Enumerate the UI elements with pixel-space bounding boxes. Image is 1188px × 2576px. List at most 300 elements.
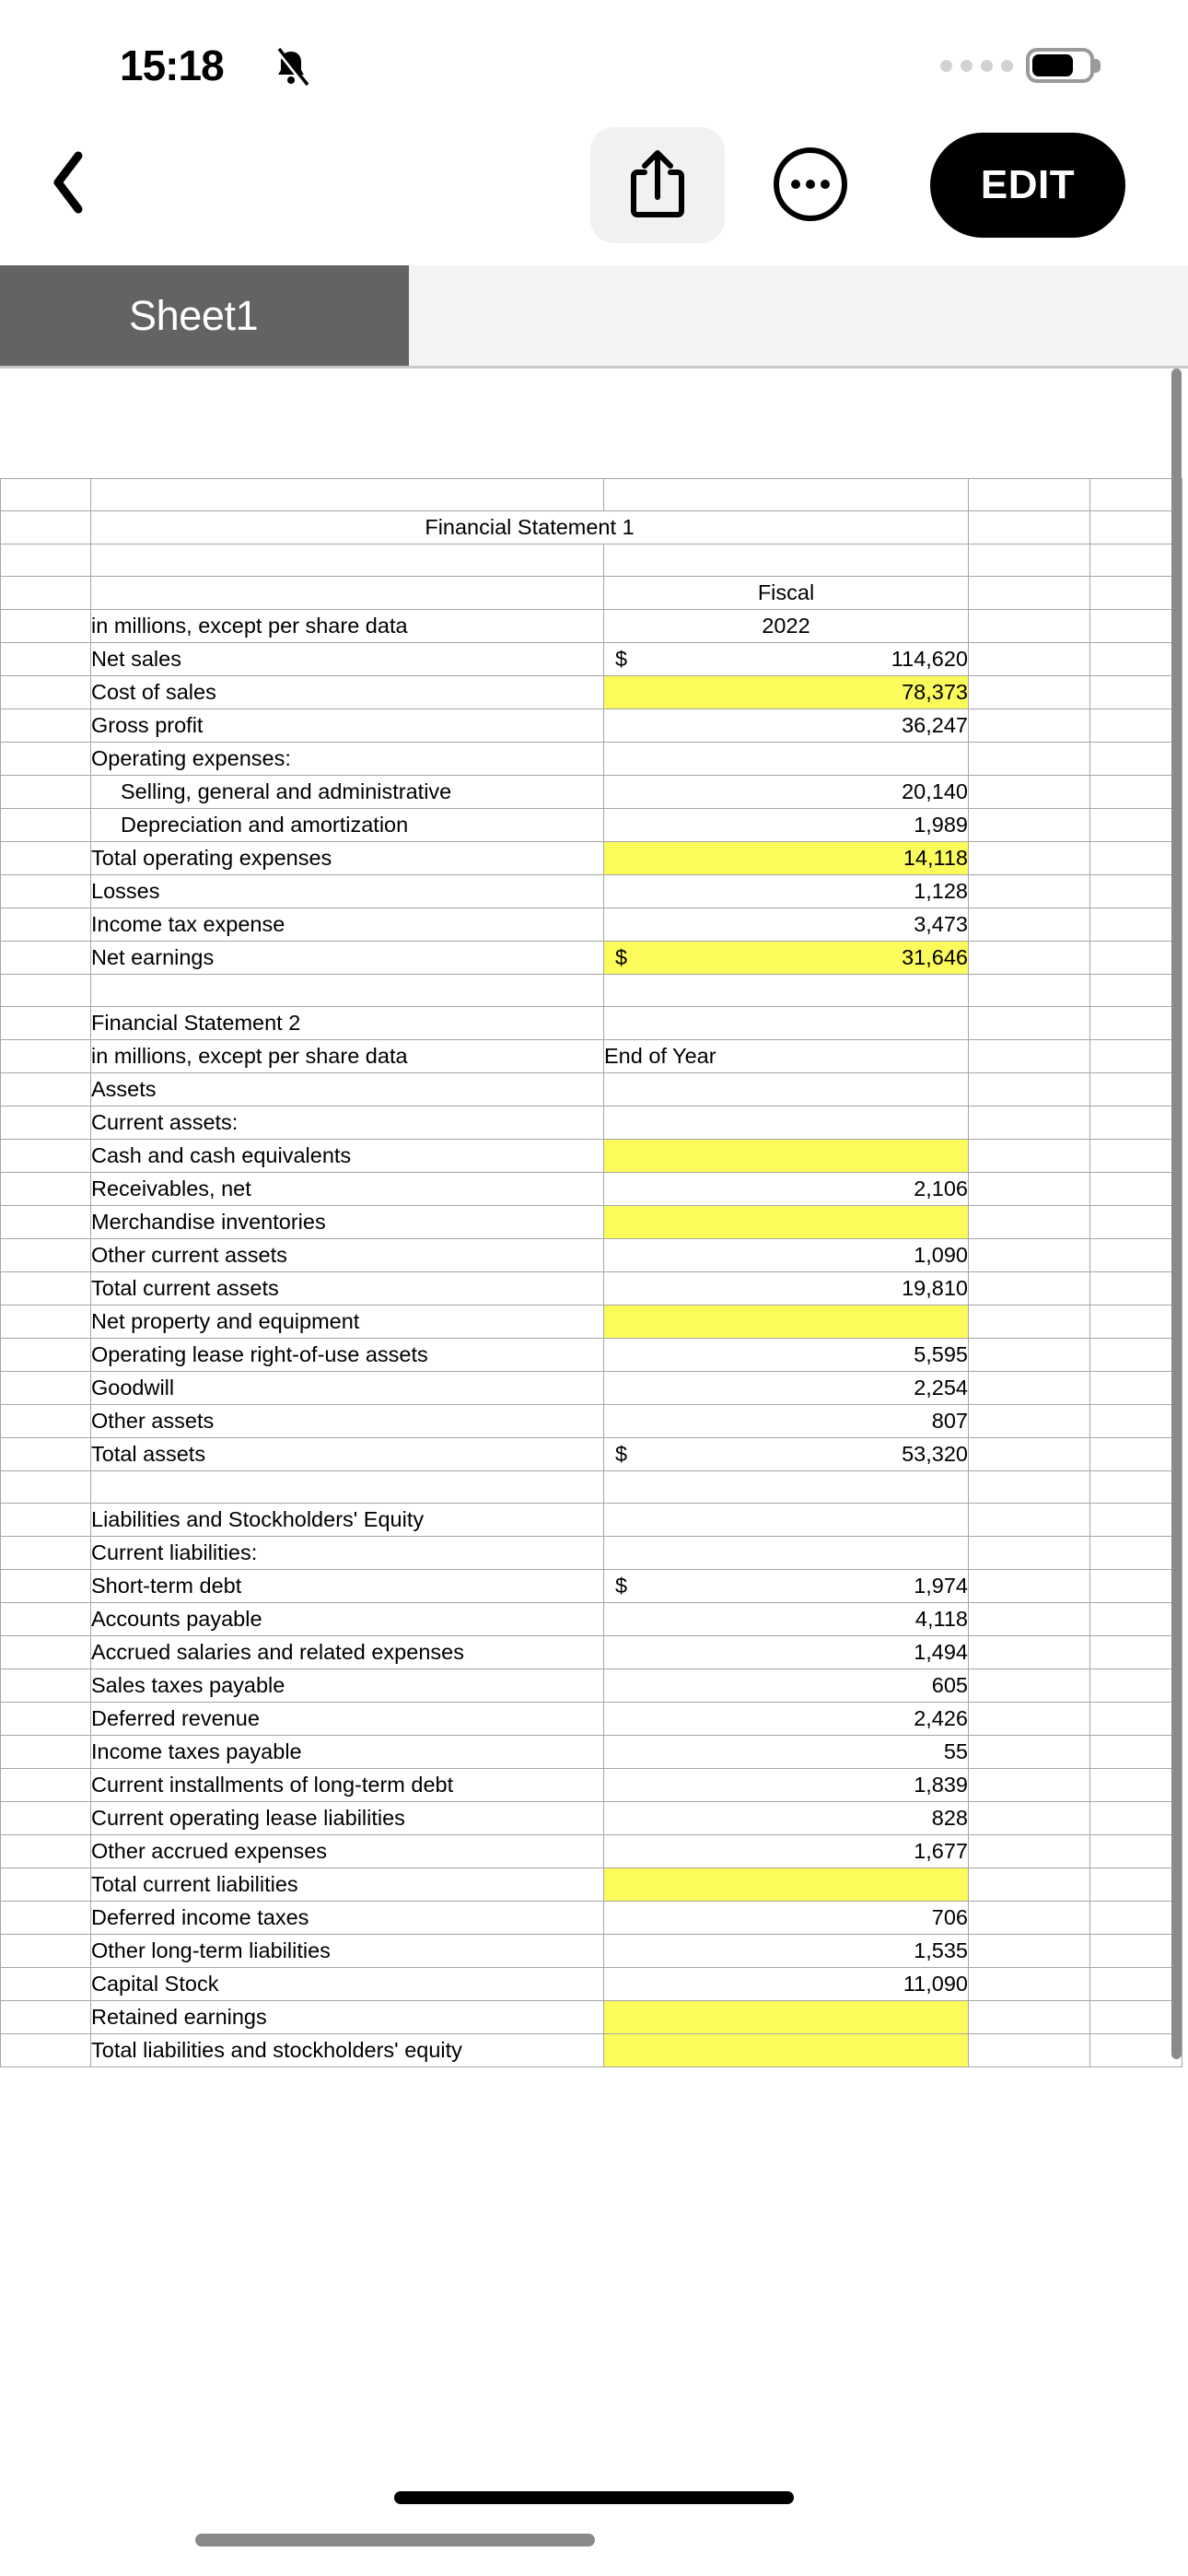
cell-gutter[interactable] xyxy=(1,1902,91,1935)
cell-empty[interactable] xyxy=(969,479,1090,511)
cell-empty[interactable] xyxy=(1090,1206,1182,1239)
cell-empty[interactable] xyxy=(969,1306,1090,1339)
cell-empty[interactable] xyxy=(1090,1636,1182,1669)
cell-empty[interactable] xyxy=(1090,676,1182,709)
cell-gutter[interactable] xyxy=(1,1007,91,1040)
horizontal-scrollbar[interactable] xyxy=(195,2534,595,2547)
cell-empty[interactable] xyxy=(969,1868,1090,1902)
table-row[interactable] xyxy=(1,1703,1182,1736)
cell-gutter[interactable] xyxy=(1,1206,91,1239)
table-row[interactable] xyxy=(1,1372,1182,1405)
table-row[interactable] xyxy=(1,511,1182,544)
more-options-button[interactable] xyxy=(772,147,849,225)
table-row[interactable] xyxy=(1,1504,1182,1537)
cell-label[interactable]: Selling, general and administrative xyxy=(91,776,604,809)
cell-empty[interactable] xyxy=(1090,577,1182,610)
cell-value[interactable]: 1,128 xyxy=(604,875,969,908)
cell-gutter[interactable] xyxy=(1,776,91,809)
cell-empty[interactable] xyxy=(969,809,1090,842)
cell-empty[interactable] xyxy=(969,1902,1090,1935)
table-row[interactable] xyxy=(1,479,1182,511)
cell-label[interactable]: Accrued salaries and related expenses xyxy=(91,1636,604,1669)
cell-empty[interactable] xyxy=(969,1239,1090,1272)
cell-empty[interactable] xyxy=(91,1471,604,1504)
cell-gutter[interactable] xyxy=(1,577,91,610)
cell-label[interactable]: Losses xyxy=(91,875,604,908)
cell-gutter[interactable] xyxy=(1,1339,91,1372)
table-row[interactable] xyxy=(1,1802,1182,1835)
cell-value[interactable]: 1,839 xyxy=(604,1769,969,1802)
cell-empty[interactable] xyxy=(969,577,1090,610)
cell-gutter[interactable] xyxy=(1,1570,91,1603)
cell-value[interactable]: 1,494 xyxy=(604,1636,969,1669)
cell-value[interactable]: Fiscal xyxy=(604,577,969,610)
cell-empty[interactable] xyxy=(1090,1570,1182,1603)
cell-value-highlighted[interactable] xyxy=(604,1868,969,1902)
cell-gutter[interactable] xyxy=(1,875,91,908)
cell-value[interactable]: 2,426 xyxy=(604,1703,969,1736)
cell-empty[interactable] xyxy=(969,2001,1090,2034)
cell-empty[interactable] xyxy=(969,842,1090,875)
cell-empty[interactable] xyxy=(969,1040,1090,1073)
back-button[interactable] xyxy=(28,138,111,230)
cell-label[interactable]: Other current assets xyxy=(91,1239,604,1272)
cell-value[interactable]: $ 53,320 xyxy=(604,1438,969,1471)
table-row[interactable] xyxy=(1,875,1182,908)
cell-empty[interactable] xyxy=(969,1636,1090,1669)
cell-label[interactable]: Income taxes payable xyxy=(91,1736,604,1769)
cell-empty[interactable] xyxy=(1090,1372,1182,1405)
table-row[interactable] xyxy=(1,1736,1182,1769)
cell-empty[interactable] xyxy=(1090,975,1182,1007)
cell-gutter[interactable] xyxy=(1,1272,91,1306)
table-row[interactable] xyxy=(1,1007,1182,1040)
cell-empty[interactable] xyxy=(1090,610,1182,643)
cell-empty[interactable] xyxy=(604,743,969,776)
sheet-tab-bar-empty[interactable] xyxy=(409,265,1188,366)
cell-gutter[interactable] xyxy=(1,1603,91,1636)
cell-label[interactable]: Total operating expenses xyxy=(91,842,604,875)
cell-empty[interactable] xyxy=(1090,709,1182,743)
cell-label[interactable]: Short-term debt xyxy=(91,1570,604,1603)
cell-empty[interactable] xyxy=(604,1107,969,1140)
cell-empty[interactable] xyxy=(969,975,1090,1007)
cell-value[interactable]: 4,118 xyxy=(604,1603,969,1636)
cell-label[interactable]: Total assets xyxy=(91,1438,604,1471)
table-row[interactable] xyxy=(1,2001,1182,2034)
cell-empty[interactable] xyxy=(969,2034,1090,2067)
vertical-scrollbar[interactable] xyxy=(1171,369,1182,2059)
cell-empty[interactable] xyxy=(604,1007,969,1040)
cell-empty[interactable] xyxy=(1090,1669,1182,1703)
cell-label[interactable]: Receivables, net xyxy=(91,1173,604,1206)
cell-gutter[interactable] xyxy=(1,1935,91,1968)
cell-empty[interactable] xyxy=(1090,809,1182,842)
cell-empty[interactable] xyxy=(1090,1339,1182,1372)
cell-value[interactable]: 1,535 xyxy=(604,1935,969,1968)
table-row[interactable] xyxy=(1,743,1182,776)
cell-value[interactable]: 1,090 xyxy=(604,1239,969,1272)
cell-label[interactable]: Total liabilities and stockholders' equity xyxy=(91,2034,604,2067)
cell-empty[interactable] xyxy=(969,1570,1090,1603)
cell-gutter[interactable] xyxy=(1,511,91,544)
cell-empty[interactable] xyxy=(1090,1935,1182,1968)
cell-empty[interactable] xyxy=(969,1935,1090,1968)
cell-label[interactable]: Cost of sales xyxy=(91,676,604,709)
cell-empty[interactable] xyxy=(91,577,604,610)
cell-empty[interactable] xyxy=(969,1140,1090,1173)
cell-empty[interactable] xyxy=(969,908,1090,942)
cell-label[interactable]: Other assets xyxy=(91,1405,604,1438)
cell-value[interactable]: 2022 xyxy=(604,610,969,643)
cell-gutter[interactable] xyxy=(1,908,91,942)
cell-empty[interactable] xyxy=(969,1372,1090,1405)
cell-gutter[interactable] xyxy=(1,1173,91,1206)
cell-empty[interactable] xyxy=(969,1835,1090,1868)
currency-symbol: $ xyxy=(615,1442,628,1466)
cell-label[interactable]: in millions, except per share data xyxy=(91,1040,604,1073)
cell-empty[interactable] xyxy=(1090,1769,1182,1802)
cell-value[interactable]: 828 xyxy=(604,1802,969,1835)
cell-empty[interactable] xyxy=(969,709,1090,743)
cell-gutter[interactable] xyxy=(1,1438,91,1471)
table-row[interactable] xyxy=(1,1405,1182,1438)
cell-value[interactable]: 55 xyxy=(604,1736,969,1769)
cell-empty[interactable] xyxy=(1090,842,1182,875)
cell-label[interactable]: Income tax expense xyxy=(91,908,604,942)
cell-empty[interactable] xyxy=(969,1438,1090,1471)
cell-empty[interactable] xyxy=(604,479,969,511)
cell-empty[interactable] xyxy=(1090,511,1182,544)
cell-empty[interactable] xyxy=(969,1107,1090,1140)
cell-label[interactable]: Accounts payable xyxy=(91,1603,604,1636)
cell-label[interactable]: in millions, except per share data xyxy=(91,610,604,643)
cell-value[interactable]: 5,595 xyxy=(604,1339,969,1372)
table-row[interactable] xyxy=(1,809,1182,842)
cell-empty[interactable] xyxy=(969,942,1090,975)
cell-gutter[interactable] xyxy=(1,1306,91,1339)
cell-gutter[interactable] xyxy=(1,1073,91,1107)
cell-gutter[interactable] xyxy=(1,1636,91,1669)
cell-gutter[interactable] xyxy=(1,1372,91,1405)
cell-empty[interactable] xyxy=(1090,1603,1182,1636)
table-row[interactable] xyxy=(1,2034,1182,2067)
cell-label[interactable]: Financial Statement 2 xyxy=(91,1007,604,1040)
cell-empty[interactable] xyxy=(1090,1438,1182,1471)
cell-value[interactable]: 36,247 xyxy=(604,709,969,743)
cell-label[interactable]: Liabilities and Stockholders' Equity xyxy=(91,1504,604,1537)
cell-empty[interactable] xyxy=(1090,1173,1182,1206)
cell-value[interactable]: 20,140 xyxy=(604,776,969,809)
cell-empty[interactable] xyxy=(1090,544,1182,577)
cell-gutter[interactable] xyxy=(1,1736,91,1769)
cell-value[interactable]: 605 xyxy=(604,1669,969,1703)
cell-empty[interactable] xyxy=(969,610,1090,643)
cell-empty[interactable] xyxy=(969,1802,1090,1835)
cell-value-highlighted[interactable]: 14,118 xyxy=(604,842,969,875)
cell-gutter[interactable] xyxy=(1,1669,91,1703)
cell-gutter[interactable] xyxy=(1,1537,91,1570)
cell-empty[interactable] xyxy=(969,1736,1090,1769)
cell-value-highlighted[interactable] xyxy=(604,2034,969,2067)
cell-empty[interactable] xyxy=(1090,1968,1182,2001)
cell-empty[interactable] xyxy=(1090,1471,1182,1504)
table-row[interactable] xyxy=(1,842,1182,875)
table-row[interactable] xyxy=(1,1206,1182,1239)
cell-label[interactable]: Goodwill xyxy=(91,1372,604,1405)
table-row[interactable] xyxy=(1,1603,1182,1636)
cell-gutter[interactable] xyxy=(1,544,91,577)
cell-label[interactable]: Other accrued expenses xyxy=(91,1835,604,1868)
cell-gutter[interactable] xyxy=(1,1703,91,1736)
table-row[interactable] xyxy=(1,676,1182,709)
cell-label[interactable]: Operating expenses: xyxy=(91,743,604,776)
table-row[interactable] xyxy=(1,1239,1182,1272)
cell-empty[interactable] xyxy=(1090,1868,1182,1902)
cell-empty[interactable] xyxy=(969,1073,1090,1107)
cell-empty[interactable] xyxy=(91,544,604,577)
cell-empty[interactable] xyxy=(1090,1306,1182,1339)
cell-label[interactable]: Retained earnings xyxy=(91,2001,604,2034)
cell-empty[interactable] xyxy=(969,1769,1090,1802)
cell-empty[interactable] xyxy=(91,479,604,511)
cell-empty[interactable] xyxy=(1090,743,1182,776)
cell-empty[interactable] xyxy=(1090,1272,1182,1306)
cell-label[interactable]: Deferred revenue xyxy=(91,1703,604,1736)
table-row[interactable] xyxy=(1,643,1182,676)
table-row[interactable] xyxy=(1,1669,1182,1703)
cell-empty[interactable] xyxy=(1090,1239,1182,1272)
cell-gutter[interactable] xyxy=(1,479,91,511)
table-row[interactable] xyxy=(1,544,1182,577)
sheet-tab-sheet1[interactable] xyxy=(0,265,409,366)
cell-label[interactable]: Cash and cash equivalents xyxy=(91,1140,604,1173)
cell-label[interactable]: Merchandise inventories xyxy=(91,1206,604,1239)
cell-label[interactable]: Current assets: xyxy=(91,1107,604,1140)
cell-empty[interactable] xyxy=(604,1504,969,1537)
cell-label[interactable]: Current operating lease liabilities xyxy=(91,1802,604,1835)
cell-empty[interactable] xyxy=(1090,1504,1182,1537)
table-row[interactable] xyxy=(1,1471,1182,1504)
cell-label[interactable]: Total current assets xyxy=(91,1272,604,1306)
cell-gutter[interactable] xyxy=(1,842,91,875)
cell-gutter[interactable] xyxy=(1,1835,91,1868)
table-row[interactable] xyxy=(1,1272,1182,1306)
cell-section-title[interactable]: Financial Statement 1 xyxy=(91,511,969,544)
cell-empty[interactable] xyxy=(1090,908,1182,942)
cell-empty[interactable] xyxy=(1090,1107,1182,1140)
table-row[interactable] xyxy=(1,1537,1182,1570)
table-row[interactable] xyxy=(1,1968,1182,2001)
cell-label[interactable]: Depreciation and amortization xyxy=(91,809,604,842)
status-bar xyxy=(0,0,1188,103)
cell-empty[interactable] xyxy=(969,643,1090,676)
table-row[interactable] xyxy=(1,1173,1182,1206)
table-row[interactable] xyxy=(1,610,1182,643)
cell-gutter[interactable] xyxy=(1,1802,91,1835)
cell-value[interactable]: 706 xyxy=(604,1902,969,1935)
table-row[interactable] xyxy=(1,1570,1182,1603)
cell-empty[interactable] xyxy=(1090,1736,1182,1769)
table-row[interactable] xyxy=(1,1935,1182,1968)
cell-gutter[interactable] xyxy=(1,743,91,776)
table-row[interactable] xyxy=(1,1073,1182,1107)
cell-empty[interactable] xyxy=(1090,1902,1182,1935)
cell-label[interactable]: Net sales xyxy=(91,643,604,676)
table-row[interactable] xyxy=(1,1438,1182,1471)
cell-empty[interactable] xyxy=(1090,875,1182,908)
cell-label[interactable]: Other long-term liabilities xyxy=(91,1935,604,1968)
cell-empty[interactable] xyxy=(1090,1040,1182,1073)
cell-gutter[interactable] xyxy=(1,1769,91,1802)
cell-value-highlighted[interactable] xyxy=(604,1306,969,1339)
cell-value[interactable]: 1,989 xyxy=(604,809,969,842)
cell-label[interactable]: Current installments of long-term debt xyxy=(91,1769,604,1802)
cell-value-highlighted[interactable]: 78,373 xyxy=(604,676,969,709)
cell-empty[interactable] xyxy=(969,544,1090,577)
cell-empty[interactable] xyxy=(1090,1835,1182,1868)
cell-empty[interactable] xyxy=(1090,1073,1182,1107)
cell-empty[interactable] xyxy=(604,1537,969,1570)
cell-value[interactable]: $ 1,974 xyxy=(604,1570,969,1603)
cell-empty[interactable] xyxy=(969,875,1090,908)
cell-empty[interactable] xyxy=(969,1339,1090,1372)
spreadsheet-grid[interactable] xyxy=(0,369,1188,2111)
cell-gutter[interactable] xyxy=(1,942,91,975)
cell-gutter[interactable] xyxy=(1,1968,91,2001)
cell-gutter[interactable] xyxy=(1,975,91,1007)
cell-empty[interactable] xyxy=(969,1703,1090,1736)
table-row[interactable] xyxy=(1,776,1182,809)
table-row[interactable] xyxy=(1,908,1182,942)
cell-empty[interactable] xyxy=(969,1405,1090,1438)
cell-empty[interactable] xyxy=(604,975,969,1007)
table-row[interactable] xyxy=(1,577,1182,610)
table-row[interactable] xyxy=(1,942,1182,975)
cell-empty[interactable] xyxy=(1090,1140,1182,1173)
cell-empty[interactable] xyxy=(604,1073,969,1107)
cell-empty[interactable] xyxy=(1090,2001,1182,2034)
table-row[interactable] xyxy=(1,1636,1182,1669)
cell-gutter[interactable] xyxy=(1,643,91,676)
cell-value[interactable]: End of Year xyxy=(604,1040,969,1073)
cell-value-highlighted[interactable] xyxy=(604,2001,969,2034)
cell-label[interactable]: Assets xyxy=(91,1073,604,1107)
cell-empty[interactable] xyxy=(1090,2034,1182,2067)
cell-empty[interactable] xyxy=(1090,643,1182,676)
cell-label[interactable]: Net property and equipment xyxy=(91,1306,604,1339)
cell-empty[interactable] xyxy=(1090,776,1182,809)
cell-value[interactable]: 2,254 xyxy=(604,1372,969,1405)
cell-empty[interactable] xyxy=(969,1603,1090,1636)
table-row[interactable] xyxy=(1,1339,1182,1372)
cell-empty[interactable] xyxy=(91,975,604,1007)
cell-gutter[interactable] xyxy=(1,1040,91,1073)
cell-label[interactable]: Operating lease right-of-use assets xyxy=(91,1339,604,1372)
cell-empty[interactable] xyxy=(969,1007,1090,1040)
cell-label[interactable]: Gross profit xyxy=(91,709,604,743)
cell-empty[interactable] xyxy=(969,743,1090,776)
cell-label[interactable]: Sales taxes payable xyxy=(91,1669,604,1703)
share-button[interactable] xyxy=(590,127,725,243)
cell-gutter[interactable] xyxy=(1,1471,91,1504)
cell-value[interactable]: $ 114,620 xyxy=(604,643,969,676)
cell-value[interactable]: 807 xyxy=(604,1405,969,1438)
table-row[interactable] xyxy=(1,1140,1182,1173)
cell-empty[interactable] xyxy=(969,676,1090,709)
cell-label[interactable]: Total current liabilities xyxy=(91,1868,604,1902)
cell-gutter[interactable] xyxy=(1,1868,91,1902)
cell-empty[interactable] xyxy=(1090,1703,1182,1736)
table-row[interactable] xyxy=(1,1107,1182,1140)
cell-gutter[interactable] xyxy=(1,610,91,643)
table-row[interactable] xyxy=(1,975,1182,1007)
cell-empty[interactable] xyxy=(1090,1405,1182,1438)
cell-label[interactable]: Current liabilities: xyxy=(91,1537,604,1570)
table-row[interactable] xyxy=(1,1306,1182,1339)
cell-empty[interactable] xyxy=(969,1968,1090,2001)
cell-gutter[interactable] xyxy=(1,809,91,842)
cell-empty[interactable] xyxy=(1090,942,1182,975)
cell-empty[interactable] xyxy=(969,1504,1090,1537)
cell-empty[interactable] xyxy=(969,1206,1090,1239)
edit-button[interactable] xyxy=(930,133,1125,238)
cell-empty[interactable] xyxy=(1090,1802,1182,1835)
cell-gutter[interactable] xyxy=(1,1405,91,1438)
cell-empty[interactable] xyxy=(969,776,1090,809)
cell-value-highlighted[interactable]: $ 31,646 xyxy=(604,942,969,975)
cell-value[interactable]: 11,090 xyxy=(604,1968,969,2001)
table-row[interactable] xyxy=(1,709,1182,743)
cell-empty[interactable] xyxy=(969,1173,1090,1206)
cell-label[interactable]: Deferred income taxes xyxy=(91,1902,604,1935)
cell-gutter[interactable] xyxy=(1,1107,91,1140)
cell-gutter[interactable] xyxy=(1,676,91,709)
cell-value-highlighted[interactable] xyxy=(604,1206,969,1239)
cell-empty[interactable] xyxy=(1090,479,1182,511)
cell-gutter[interactable] xyxy=(1,1504,91,1537)
cell-empty[interactable] xyxy=(604,544,969,577)
cell-empty[interactable] xyxy=(1090,1007,1182,1040)
cell-label[interactable]: Capital Stock xyxy=(91,1968,604,2001)
chevron-left-icon xyxy=(51,150,87,219)
table-row[interactable] xyxy=(1,1769,1182,1802)
cell-value[interactable]: 1,677 xyxy=(604,1835,969,1868)
cell-value-highlighted[interactable] xyxy=(604,1140,969,1173)
cell-gutter[interactable] xyxy=(1,709,91,743)
cell-empty[interactable] xyxy=(969,1669,1090,1703)
cell-gutter[interactable] xyxy=(1,2001,91,2034)
cell-gutter[interactable] xyxy=(1,1140,91,1173)
cell-empty[interactable] xyxy=(969,1537,1090,1570)
table-row[interactable] xyxy=(1,1902,1182,1935)
table-row[interactable] xyxy=(1,1040,1182,1073)
table-row[interactable] xyxy=(1,1835,1182,1868)
cell-value[interactable]: 3,473 xyxy=(604,908,969,942)
cell-empty[interactable] xyxy=(1090,1537,1182,1570)
cell-gutter[interactable] xyxy=(1,1239,91,1272)
home-indicator xyxy=(394,2491,794,2504)
cell-empty[interactable] xyxy=(969,1272,1090,1306)
cell-empty[interactable] xyxy=(969,511,1090,544)
cell-empty[interactable] xyxy=(969,1471,1090,1504)
cell-label[interactable]: Net earnings xyxy=(91,942,604,975)
cell-gutter[interactable] xyxy=(1,2034,91,2067)
cell-value[interactable]: 2,106 xyxy=(604,1173,969,1206)
table-row[interactable] xyxy=(1,1868,1182,1902)
cell-value[interactable]: 19,810 xyxy=(604,1272,969,1306)
cell-empty[interactable] xyxy=(604,1471,969,1504)
